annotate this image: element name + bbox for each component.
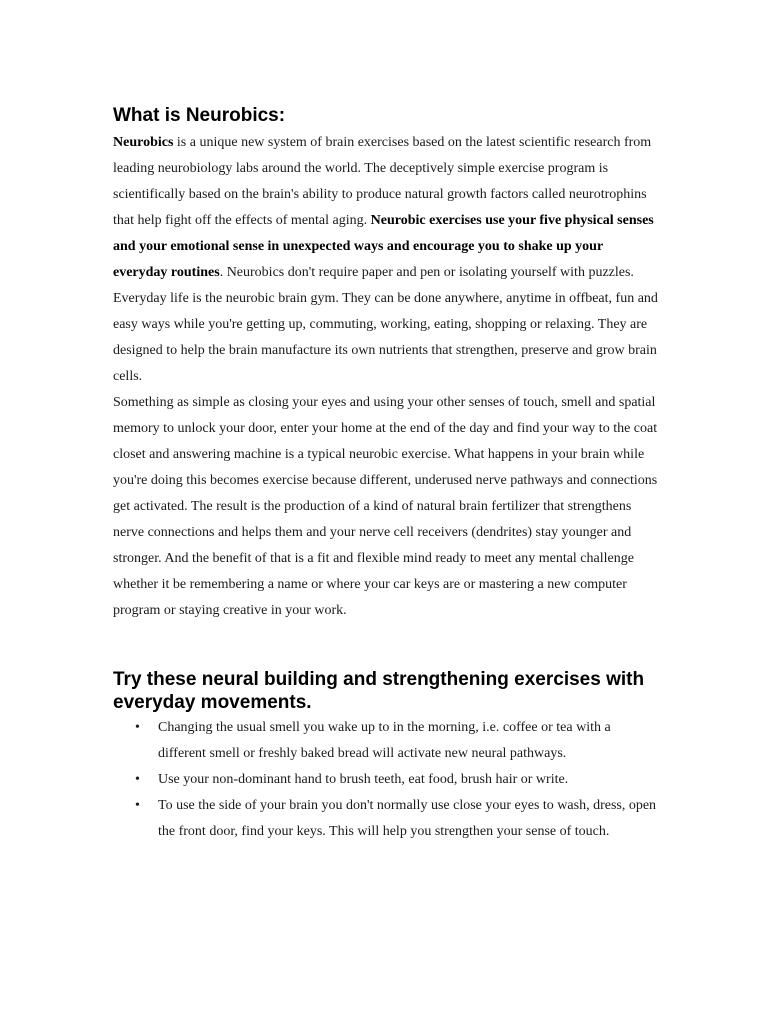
list-item bbox=[113, 793, 658, 845]
list-item-text: Changing the usual smell you wake up to in the morning, i.e. coffee or tea with a different smell or freshly baked bread will activate new neural pathways. bbox=[158, 720, 611, 761]
bullet-icon: • bbox=[135, 798, 140, 813]
bullet-icon: • bbox=[135, 772, 140, 787]
paragraph-intro-text-2: . Neurobics don't require paper and pen or isolating yourself with puzzles. Everyday life is the neurobic brain gym. They can be done anywhere, anytime in offbeat, fun and easy ways while you're getting up, commuting, working, eating, shopping or relaxing. They are designed to help the brain manufacture its own nutrients that strengthen, preserve and grow brain cells. bbox=[113, 265, 658, 384]
section-heading-what-is-neurobics: What is Neurobics: bbox=[113, 105, 286, 126]
document-body bbox=[113, 104, 658, 845]
list-item-text: Use your non-dominant hand to brush teeth, eat food, brush hair or write. bbox=[158, 772, 569, 787]
paragraph-example: Something as simple as closing your eyes and using your other senses of touch, smell and spatial memory to unlock your door, enter your home at the end of the day and find your way to the coat closet and answering machine is a typical neurobic exercise. What happens in your brain while you're doing this becomes exercise because different, underused nerve pathways and connections get activated. The result is the production of a kind of natural brain fertilizer that strengthens nerve connections and helps them and your nerve cell receivers (dendrites) stay younger and stronger. And the benefit of that is a fit and flexible mind ready to meet any mental challenge whether it be remembering a name or where your car keys are or mastering a new computer program or staying creative in your work. bbox=[113, 395, 658, 618]
paragraph-intro bbox=[113, 130, 658, 390]
list-item bbox=[113, 715, 658, 767]
bold-key-statement: Neurobic exercises use your five physical senses and your emotional sense in unexpected ways and encourage you to shake up your everyday routines bbox=[113, 213, 654, 280]
list-item bbox=[113, 767, 658, 793]
bold-term-neurobics: Neurobics bbox=[113, 135, 174, 150]
bullet-icon: • bbox=[135, 720, 140, 735]
list-item-text: To use the side of your brain you don't normally use close your eyes to wash, dress, open the front door, find your keys. This will help you strengthen your sense of touch. bbox=[158, 798, 657, 839]
exercise-list bbox=[113, 715, 658, 845]
section-heading-exercises: Try these neural building and strengthening exercises with everyday movements. bbox=[113, 669, 645, 713]
paragraph-intro-text-1: is a unique new system of brain exercises based on the latest scientific research from leading neurobiology labs around the world. The deceptively simple exercise program is scientifically based on the brain's ability to produce natural growth factors called neurotrophins that help fight off the effects of mental aging. bbox=[113, 135, 652, 228]
